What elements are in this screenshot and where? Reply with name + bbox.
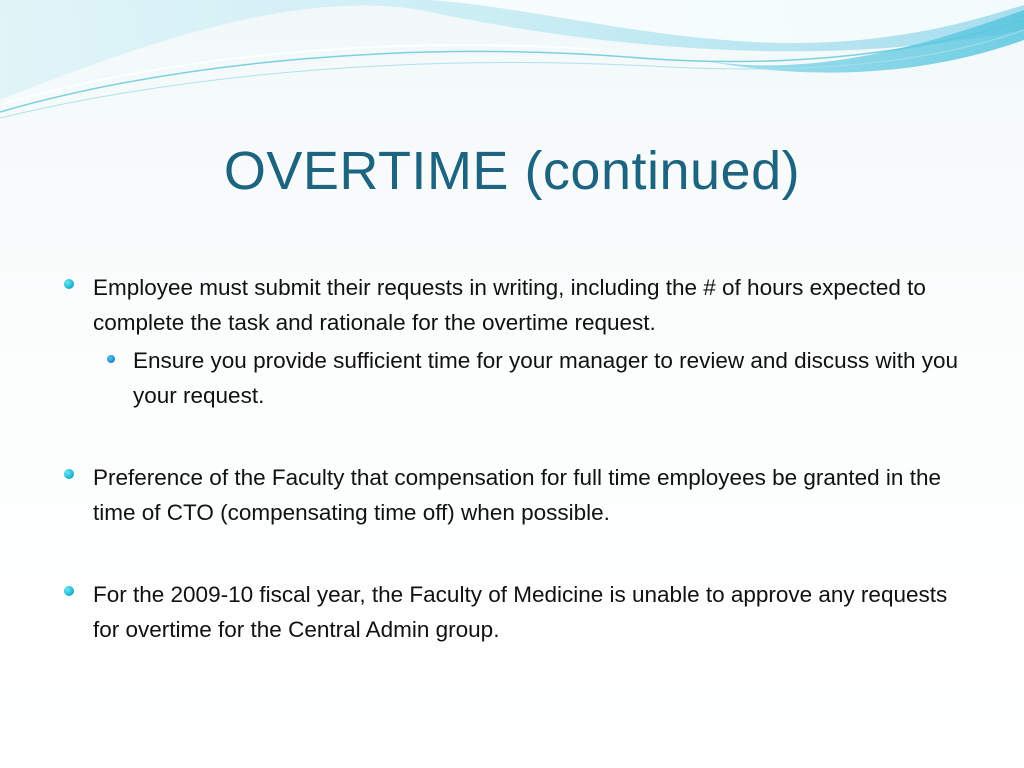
bullet-dot-icon: [64, 279, 74, 289]
bullet-text: Preference of the Faculty that compensation for full time employees be granted in the time of CTO (compensating time off) when possible.: [93, 465, 941, 525]
sub-bullet-text: Ensure you provide sufficient time for your manager to review and discuss with you your request.: [133, 348, 958, 408]
bullet-text: For the 2009-10 fiscal year, the Faculty of Medicine is unable to approve any requests for overtime for the Central Admin group.: [93, 582, 948, 642]
bullet-item: [60, 577, 960, 647]
bullet-text: Employee must submit their requests in writing, including the # of hours expected to complete the task and rationale for the overtime request.: [93, 275, 926, 335]
spacer: [60, 413, 960, 460]
slide-title: OVERTIME (continued): [223, 141, 801, 201]
sub-bullet-dot-icon: [107, 355, 115, 363]
spacer: [60, 530, 960, 577]
bullet-item: [60, 460, 960, 530]
bullet-item: [60, 270, 960, 340]
header-wave-decoration: [0, 0, 1024, 130]
bullet-list: [60, 270, 960, 647]
bullet-dot-icon: [64, 586, 74, 596]
bullet-dot-icon: [64, 469, 74, 479]
sub-bullet-item: [100, 343, 960, 413]
